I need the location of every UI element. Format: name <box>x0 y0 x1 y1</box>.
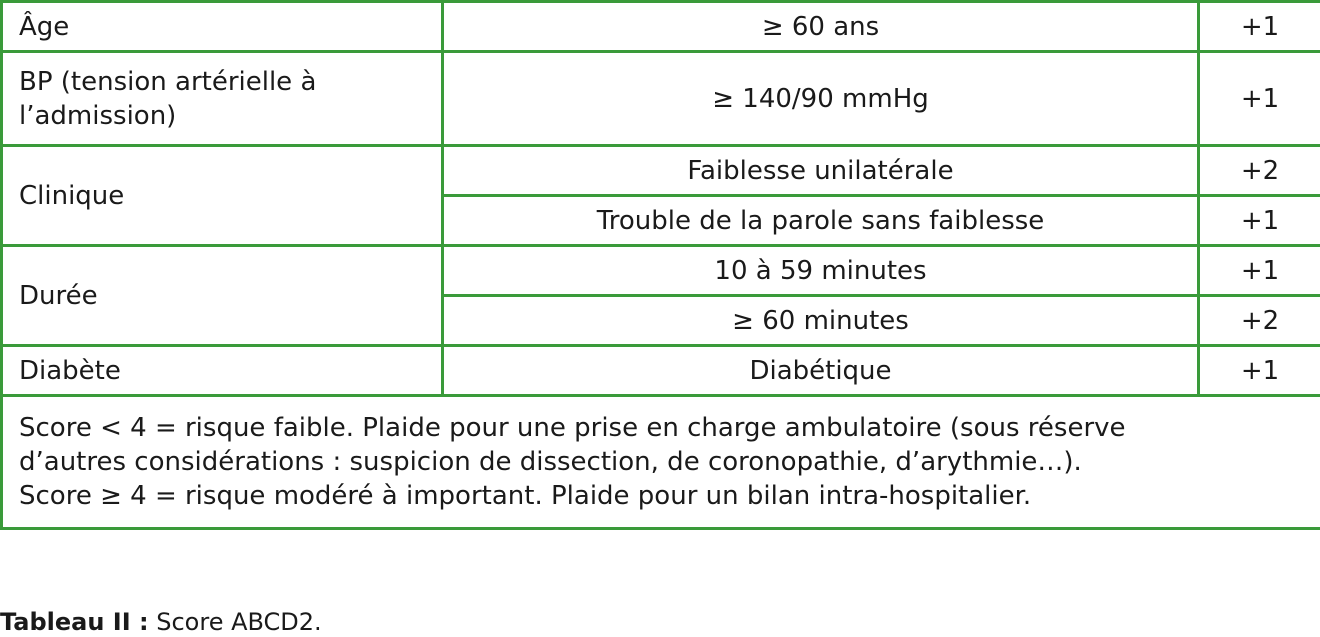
condition-cell: Diabétique <box>443 346 1199 396</box>
table-row <box>2 52 1320 146</box>
table-row <box>2 2 1320 52</box>
condition-cell: ≥ 60 ans <box>443 2 1199 52</box>
criterion-cell: Âge <box>2 2 443 52</box>
points-cell: +1 <box>1199 196 1320 246</box>
points-cell: +1 <box>1199 2 1320 52</box>
table-row <box>2 146 1320 196</box>
caption-label: Tableau II : <box>0 608 149 636</box>
points-cell: +2 <box>1199 146 1320 196</box>
criterion-cell: BP (tension artérielle à l’admission) <box>2 52 443 146</box>
table-note-row <box>2 396 1320 529</box>
condition-cell: ≥ 140/90 mmHg <box>443 52 1199 146</box>
note-line: Score ≥ 4 = risque modéré à important. Plaide pour un bilan intra-hospitalier. <box>19 479 1304 513</box>
table-row <box>2 246 1320 296</box>
criterion-cell: Diabète <box>2 346 443 396</box>
condition-cell: Faiblesse unilatérale <box>443 146 1199 196</box>
score-interpretation-note <box>2 396 1320 529</box>
points-cell: +1 <box>1199 52 1320 146</box>
criterion-cell: Durée <box>2 246 443 346</box>
condition-cell: Trouble de la parole sans faiblesse <box>443 196 1199 246</box>
points-cell: +2 <box>1199 296 1320 346</box>
table-row <box>2 346 1320 396</box>
note-line: d’autres considérations : suspicion de dissection, de coronopathie, d’arythmie…). <box>19 445 1304 479</box>
points-cell: +1 <box>1199 346 1320 396</box>
criterion-cell: Clinique <box>2 146 443 246</box>
condition-cell: ≥ 60 minutes <box>443 296 1199 346</box>
points-cell: +1 <box>1199 246 1320 296</box>
note-line: Score < 4 = risque faible. Plaide pour une prise en charge ambulatoire (sous réserve <box>19 411 1304 445</box>
caption-text: Score ABCD2. <box>149 608 322 636</box>
condition-cell: 10 à 59 minutes <box>443 246 1199 296</box>
